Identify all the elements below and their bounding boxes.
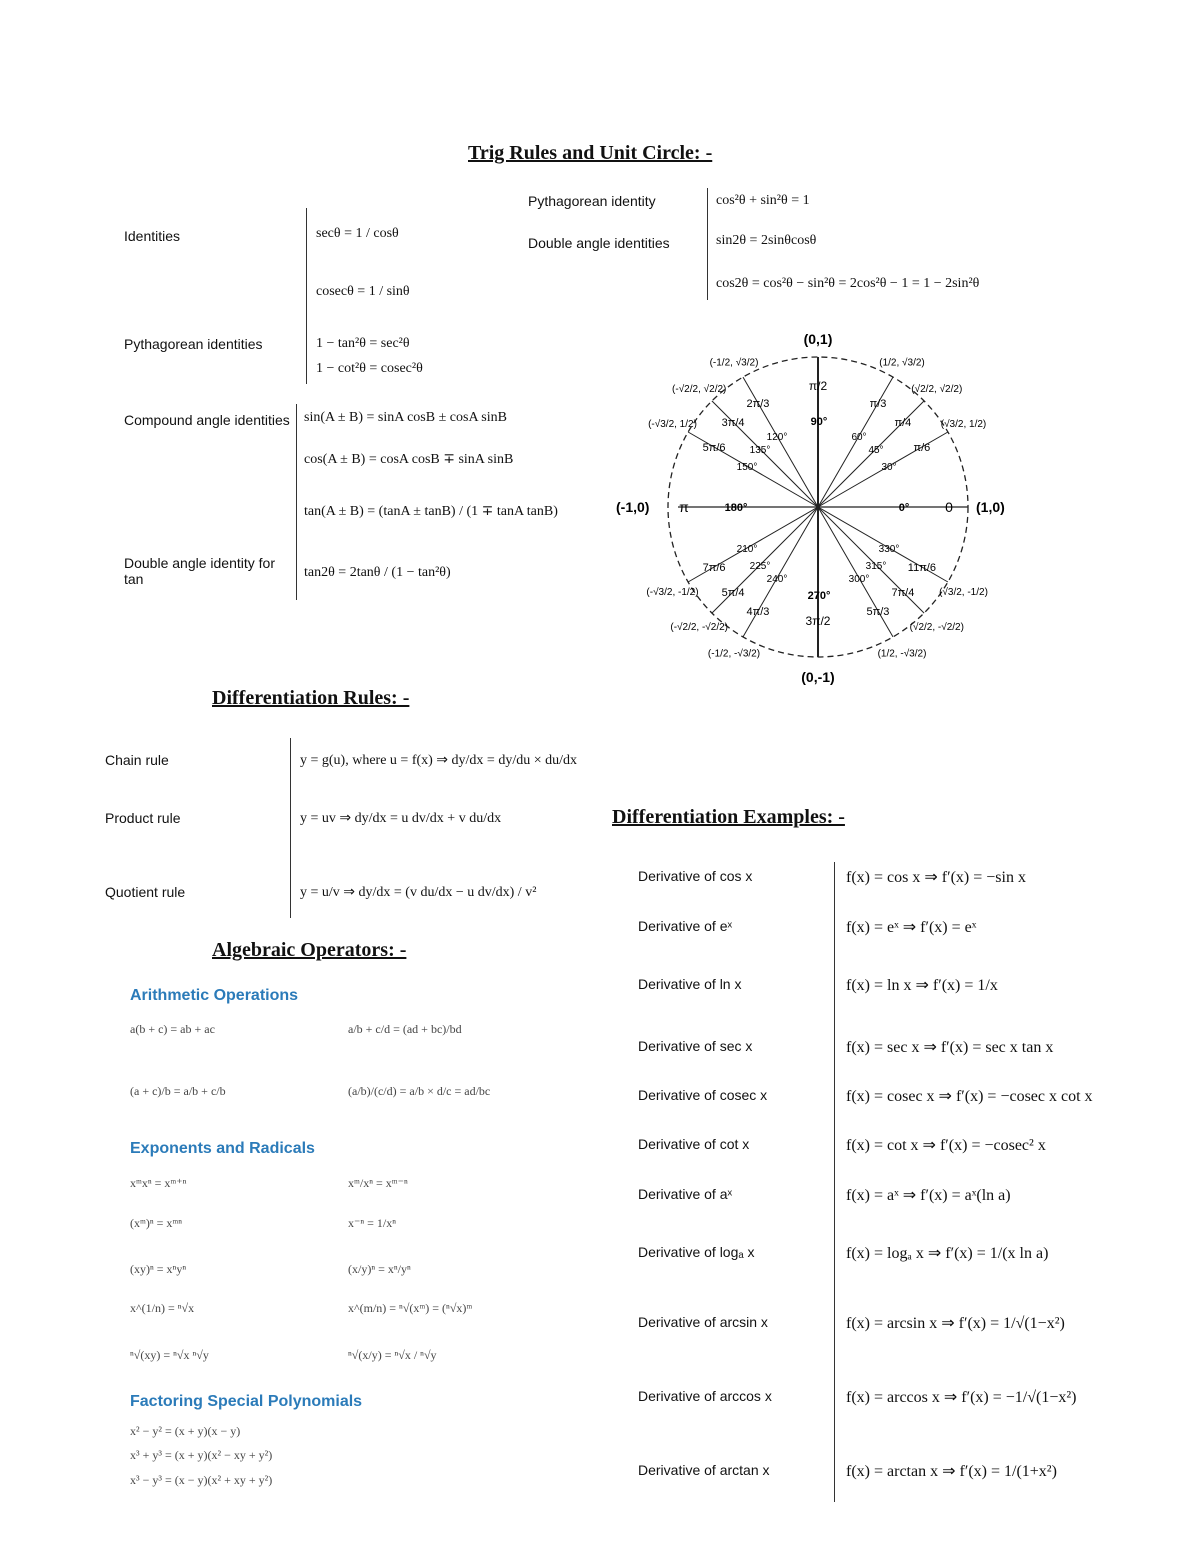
- angle-degree-label: 150°: [736, 462, 758, 473]
- double-angle-tan-label: Double angle identity for tan: [124, 555, 275, 587]
- pythagorean-identity-1: 1 − tan²θ = sec²θ: [316, 336, 410, 351]
- diff-example-formula: f(x) = cosec x ⇒ f′(x) = −cosec x cot x: [846, 1088, 1093, 1105]
- diff-example-formula: f(x) = cos x ⇒ f′(x) = −sin x: [846, 869, 1026, 886]
- factoring-heading: Factoring Special Polynomials: [130, 1393, 363, 1410]
- diff-example-label: Derivative of logₐ x: [638, 1244, 755, 1260]
- diff-example-label: Derivative of eˣ: [638, 918, 733, 934]
- angle-degree-label: 300°: [848, 574, 870, 585]
- diff-example-label: Derivative of ln x: [638, 976, 742, 992]
- angle-degree-label: 210°: [736, 544, 758, 555]
- exp-formula: xᵐxⁿ = xᵐ⁺ⁿ: [130, 1176, 187, 1190]
- diff-example-formula: f(x) = sec x ⇒ f′(x) = sec x tan x: [846, 1039, 1054, 1056]
- exp-formula: x^(1/n) = ⁿ√x: [130, 1301, 195, 1315]
- diff-example-label: Derivative of cot x: [638, 1136, 750, 1152]
- exp-formula: x^(m/n) = ⁿ√(xᵐ) = (ⁿ√x)ᵐ: [348, 1301, 473, 1315]
- angle-degree-label: 120°: [766, 432, 788, 443]
- arith-formula: (a/b)/(c/d) = a/b × d/c = ad/bc: [348, 1084, 491, 1098]
- angle-degree-label: 315°: [865, 561, 887, 572]
- rad-0: 0: [945, 499, 953, 515]
- compound-angle-label: Compound angle identities: [124, 412, 290, 428]
- compound-cos: cos(A ± B) = cosA cosB ∓ sinA sinB: [304, 452, 514, 467]
- angle-coordinate-label: (√2/2, √2/2): [911, 384, 963, 396]
- diff-rule-label: Chain rule: [105, 752, 169, 768]
- angle-radian-label: 7π/6: [702, 562, 726, 574]
- factor-formula: x³ − y³ = (x − y)(x² + xy + y²): [130, 1473, 273, 1487]
- diff-rules-title: Differentiation Rules: -: [212, 687, 410, 709]
- exp-formula: xᵐ/xⁿ = xᵐ⁻ⁿ: [348, 1176, 408, 1190]
- compound-tan: tan(A ± B) = (tanA ± tanB) / (1 ∓ tanA tanB): [304, 504, 558, 519]
- trig-title: Trig Rules and Unit Circle: -: [468, 142, 713, 164]
- arithmetic-heading: Arithmetic Operations: [130, 987, 299, 1004]
- angle-degree-label: 30°: [881, 462, 897, 473]
- angle-radian-label: 4π/3: [746, 605, 770, 618]
- angle-degree-label: 330°: [878, 544, 900, 555]
- diff-example-formula: f(x) = arctan x ⇒ f′(x) = 1/(1+x²): [846, 1463, 1057, 1480]
- pythagorean-identity-2: 1 − cot²θ = cosec²θ: [316, 361, 423, 376]
- exp-formula: ⁿ√(x/y) = ⁿ√x / ⁿ√y: [348, 1348, 437, 1362]
- angle-radian-label: 5π/4: [721, 586, 745, 599]
- pythagorean-identity: cos²θ + sin²θ = 1: [716, 193, 810, 208]
- deg-270: 270°: [807, 590, 831, 602]
- exp-formula: ⁿ√(xy) = ⁿ√x ⁿ√y: [130, 1348, 209, 1362]
- diff-example-formula: f(x) = ln x ⇒ f′(x) = 1/x: [846, 977, 998, 994]
- rad-270: 3π/2: [805, 614, 831, 628]
- angle-coordinate-label: (-√3/2, -1/2): [646, 587, 699, 598]
- angle-radian-label: 3π/4: [721, 417, 745, 430]
- exp-formula: (xᵐ)ⁿ = xᵐⁿ: [130, 1216, 183, 1230]
- factor-formula: x³ + y³ = (x + y)(x² − xy + y²): [130, 1448, 273, 1462]
- angle-radian-label: 11π/6: [907, 562, 936, 574]
- pythagorean-identity-label: Pythagorean identity: [528, 193, 656, 209]
- diff-example-formula: f(x) = eˣ ⇒ f′(x) = eˣ: [846, 919, 977, 936]
- identities-label: Identities: [124, 228, 181, 244]
- pythagorean-identities-label: Pythagorean identities: [124, 336, 263, 352]
- diff-rule-formula: y = uv ⇒ dy/dx = u dv/dx + v du/dx: [300, 811, 502, 826]
- exp-formula: (xy)ⁿ = xⁿyⁿ: [130, 1262, 187, 1276]
- coord-right: (1,0): [976, 499, 1005, 515]
- arith-formula: a/b + c/d = (ad + bc)/bd: [348, 1022, 462, 1036]
- deg-180: 180°: [724, 502, 748, 514]
- angle-coordinate-label: (1/2, √3/2): [879, 357, 925, 369]
- angle-coordinate-label: (√3/2, -1/2): [939, 587, 988, 598]
- deg-90: 90°: [810, 416, 828, 428]
- angle-degree-label: 225°: [749, 561, 771, 572]
- angle-radian-label: 5π/3: [866, 605, 890, 618]
- double-angle-sin: sin2θ = 2sinθcosθ: [716, 233, 817, 248]
- angle-radian-label: 7π/4: [891, 586, 915, 599]
- diff-example-label: Derivative of sec x: [638, 1038, 753, 1054]
- angle-coordinate-label: (-1/2, -√3/2): [707, 648, 761, 660]
- angle-coordinate-label: (√3/2, 1/2): [940, 419, 987, 430]
- angle-radian-label: 2π/3: [746, 398, 770, 411]
- diff-example-label: Derivative of arccos x: [638, 1388, 772, 1404]
- double-angle-cos: cos2θ = cos²θ − sin²θ = 2cos²θ − 1 = 1 − 2sin²θ: [716, 276, 980, 291]
- diff-example-label: Derivative of aˣ: [638, 1186, 733, 1202]
- cosec-identity: cosecθ = 1 / sinθ: [316, 284, 410, 299]
- angle-degree-label: 45°: [868, 445, 884, 456]
- angle-coordinate-label: (-√2/2, -√2/2): [670, 621, 729, 633]
- angle-degree-label: 240°: [766, 574, 788, 585]
- angle-coordinate-label: (-√3/2, 1/2): [648, 419, 697, 430]
- angle-coordinate-label: (-1/2, √3/2): [709, 357, 759, 369]
- deg-0: 0°: [898, 502, 910, 514]
- exp-formula: x⁻ⁿ = 1/xⁿ: [348, 1216, 396, 1230]
- rad-90: π/2: [808, 379, 828, 393]
- diff-example-formula: f(x) = logₐ x ⇒ f′(x) = 1/(x ln a): [846, 1245, 1049, 1262]
- angle-coordinate-label: (-√2/2, √2/2): [672, 384, 727, 396]
- angle-radian-label: 5π/6: [702, 442, 726, 454]
- angle-radian-label: π/6: [913, 442, 931, 454]
- arith-formula: (a + c)/b = a/b + c/b: [130, 1084, 226, 1098]
- angle-degree-label: 60°: [851, 432, 867, 443]
- algebra-title: Algebraic Operators: -: [212, 939, 407, 961]
- unit-circle: [600, 320, 1040, 695]
- diff-rule-formula: y = g(u), where u = f(x) ⇒ dy/dx = dy/du × du/dx: [300, 753, 577, 768]
- diff-rule-formula: y = u/v ⇒ dy/dx = (v du/dx − u dv/dx) / v²: [300, 885, 537, 900]
- diff-example-formula: f(x) = arccos x ⇒ f′(x) = −1/√(1−x²): [846, 1389, 1077, 1406]
- rad-180: π: [679, 499, 689, 515]
- double-angle-label: Double angle identities: [528, 235, 670, 251]
- diff-example-formula: f(x) = cot x ⇒ f′(x) = −cosec² x: [846, 1137, 1046, 1154]
- coord-bottom: (0,-1): [801, 669, 835, 685]
- coord-left: (-1,0): [616, 499, 650, 515]
- exponents-heading: Exponents and Radicals: [130, 1140, 315, 1157]
- diff-example-formula: f(x) = arcsin x ⇒ f′(x) = 1/√(1−x²): [846, 1315, 1065, 1332]
- double-angle-tan: tan2θ = 2tanθ / (1 − tan²θ): [304, 565, 451, 580]
- arith-formula: a(b + c) = ab + ac: [130, 1022, 215, 1036]
- diff-example-formula: f(x) = aˣ ⇒ f′(x) = aˣ(ln a): [846, 1187, 1011, 1204]
- diff-example-label: Derivative of arcsin x: [638, 1314, 768, 1330]
- diff-example-label: Derivative of cos x: [638, 868, 753, 884]
- diff-rule-label: Quotient rule: [105, 884, 186, 900]
- diff-example-label: Derivative of cosec x: [638, 1087, 768, 1103]
- angle-coordinate-label: (√2/2, -√2/2): [909, 621, 964, 633]
- angle-coordinate-label: (1/2, -√3/2): [877, 648, 927, 660]
- sec-identity: secθ = 1 / cosθ: [316, 226, 399, 241]
- diff-example-label: Derivative of arctan x: [638, 1462, 770, 1478]
- exp-formula: (x/y)ⁿ = xⁿ/yⁿ: [348, 1262, 411, 1276]
- compound-sin: sin(A ± B) = sinA cosB ± cosA sinB: [304, 410, 507, 425]
- angle-radian-label: π/3: [869, 398, 887, 411]
- diff-examples-title: Differentiation Examples: -: [612, 806, 845, 828]
- coord-top: (0,1): [803, 331, 833, 347]
- factor-formula: x² − y² = (x + y)(x − y): [130, 1424, 241, 1438]
- angle-radian-label: π/4: [894, 417, 912, 430]
- diff-rule-label: Product rule: [105, 810, 181, 826]
- angle-degree-label: 135°: [749, 445, 771, 456]
